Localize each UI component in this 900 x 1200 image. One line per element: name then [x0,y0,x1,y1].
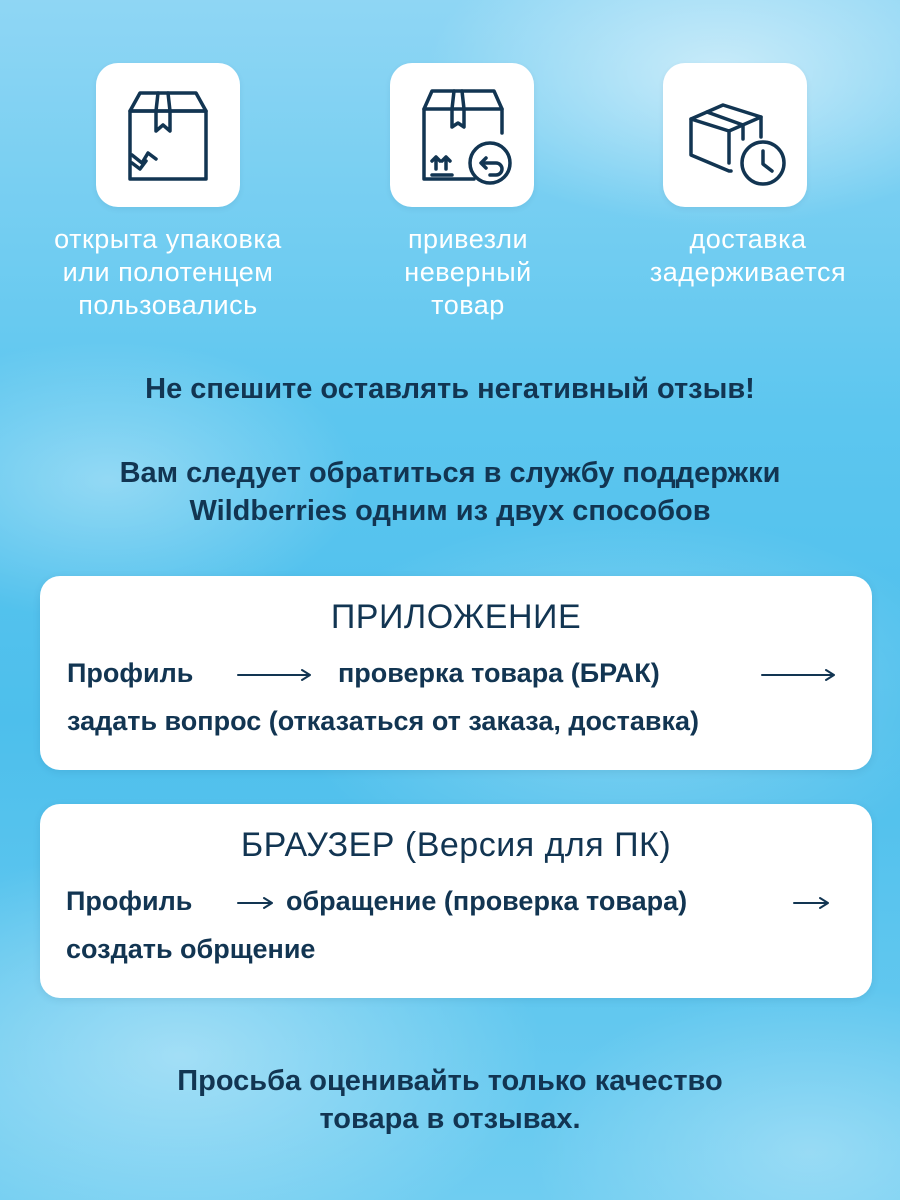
box-clock-tile [663,63,807,207]
caption-line: неверный [404,257,532,287]
browser-card-title: БРАУЗЕР (Версия для ПК) [240,826,672,864]
warning-headline: Не спешите оставлять негативный отзыв! [145,373,755,405]
app-card-title: ПРИЛОЖЕНИЕ [330,598,582,636]
app-step-ask-question: задать вопрос (отказаться от заказа, доставка) [67,706,700,736]
browser-card [40,804,872,998]
caption-wrong-item [318,223,618,322]
icon-row [0,63,900,213]
app-card [40,576,872,770]
caption-line: привезли [407,224,529,254]
damaged-box-icon [116,83,220,187]
arrow-icon [236,896,276,910]
caption-line: или полотенцем [62,257,274,287]
browser-step-create-appeal: создать обрщение [66,934,316,964]
footer-line: Просьба оценивайть только качество [177,1065,723,1097]
box-clock-icon [683,83,787,187]
instruction-line: Вам следует обратиться в службу поддержки [119,457,781,489]
return-box-tile [390,63,534,207]
app-step-profile: Профиль [67,658,194,688]
arrow-icon [236,668,314,682]
return-box-icon [410,83,514,187]
footer-note [0,1062,900,1138]
instruction-line: Wildberries одним из двух способов [189,495,711,527]
caption-line: доставка [689,224,807,254]
caption-line: задерживается [649,257,847,287]
footer-line: товара в отзывах. [319,1103,581,1135]
app-step-check-item: проверка товара (БРАК) [338,658,660,688]
browser-step-profile: Профиль [66,886,193,916]
caption-line: открыта упаковка [54,224,282,254]
arrow-icon [760,668,838,682]
caption-line: пользовались [78,290,258,320]
damaged-box-tile [96,63,240,207]
arrow-icon [792,896,832,910]
caption-line: товар [431,290,505,320]
caption-delivery-delayed [598,223,898,289]
browser-step-appeal: обращение (проверка товара) [286,886,688,916]
instruction-text [0,454,900,530]
caption-damaged-package [18,223,318,322]
